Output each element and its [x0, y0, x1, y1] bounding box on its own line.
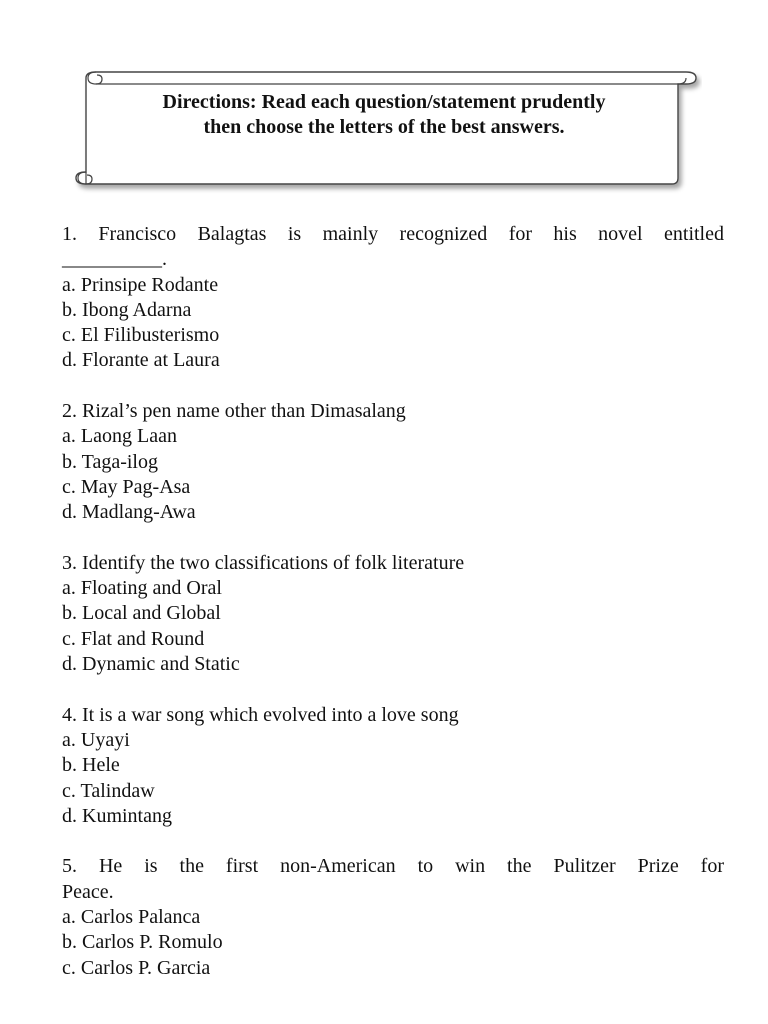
question-3-stem: 3. Identify the two classifications of folk literature [62, 551, 465, 574]
question-3-choice-b: b. Local and Global [62, 602, 221, 625]
directions-scroll-banner [66, 64, 702, 198]
quiz-questions [62, 222, 724, 1006]
question-2-choice-c: c. May Pag-Asa [62, 475, 191, 498]
question-1-choice-d: d. Florante at Laura [62, 349, 220, 372]
question-5-choice-a: a. Carlos Palanca [62, 906, 201, 929]
question-5-stem-continuation: Peace. [62, 880, 114, 903]
directions-line-1: Directions: Read each question/statement prudently [162, 91, 606, 113]
question-2-stem: 2. Rizal’s pen name other than Dimasalang [62, 400, 406, 423]
question-5-stem: 5. He is the first non-American to win the Pulitzer Prize for [62, 855, 724, 878]
question-1-blank: __________. [62, 248, 167, 271]
question-4-choice-c: c. Talindaw [62, 779, 155, 802]
question-5 [62, 854, 724, 980]
question-4-choice-d: d. Kumintang [62, 804, 172, 827]
question-1-stem: 1. Francisco Balagtas is mainly recognized for his novel entitled [62, 223, 724, 245]
question-5-choice-c: c. Carlos P. Garcia [62, 956, 211, 979]
question-1-choice-b: b. Ibong Adarna [62, 298, 192, 321]
question-3 [62, 551, 724, 677]
question-2 [62, 399, 724, 525]
question-4-choice-a: a. Uyayi [62, 728, 130, 751]
directions-line-2: then choose the letters of the best answers. [203, 116, 565, 138]
directions-text [92, 90, 676, 140]
question-1 [62, 222, 724, 374]
question-4-stem: 4. It is a war song which evolved into a love song [62, 703, 459, 726]
question-3-choice-d: d. Dynamic and Static [62, 653, 240, 676]
question-2-choice-a: a. Laong Laan [62, 425, 177, 448]
question-5-choice-b: b. Carlos P. Romulo [62, 931, 223, 954]
question-4-choice-b: b. Hele [62, 754, 120, 777]
question-2-choice-d: d. Madlang-Awa [62, 501, 196, 524]
question-2-choice-b: b. Taga-ilog [62, 450, 158, 473]
question-4 [62, 703, 724, 829]
question-1-choice-a: a. Prinsipe Rodante [62, 273, 219, 296]
question-3-choice-a: a. Floating and Oral [62, 577, 222, 600]
question-3-choice-c: c. Flat and Round [62, 627, 205, 650]
question-1-choice-c: c. El Filibusterismo [62, 324, 220, 347]
